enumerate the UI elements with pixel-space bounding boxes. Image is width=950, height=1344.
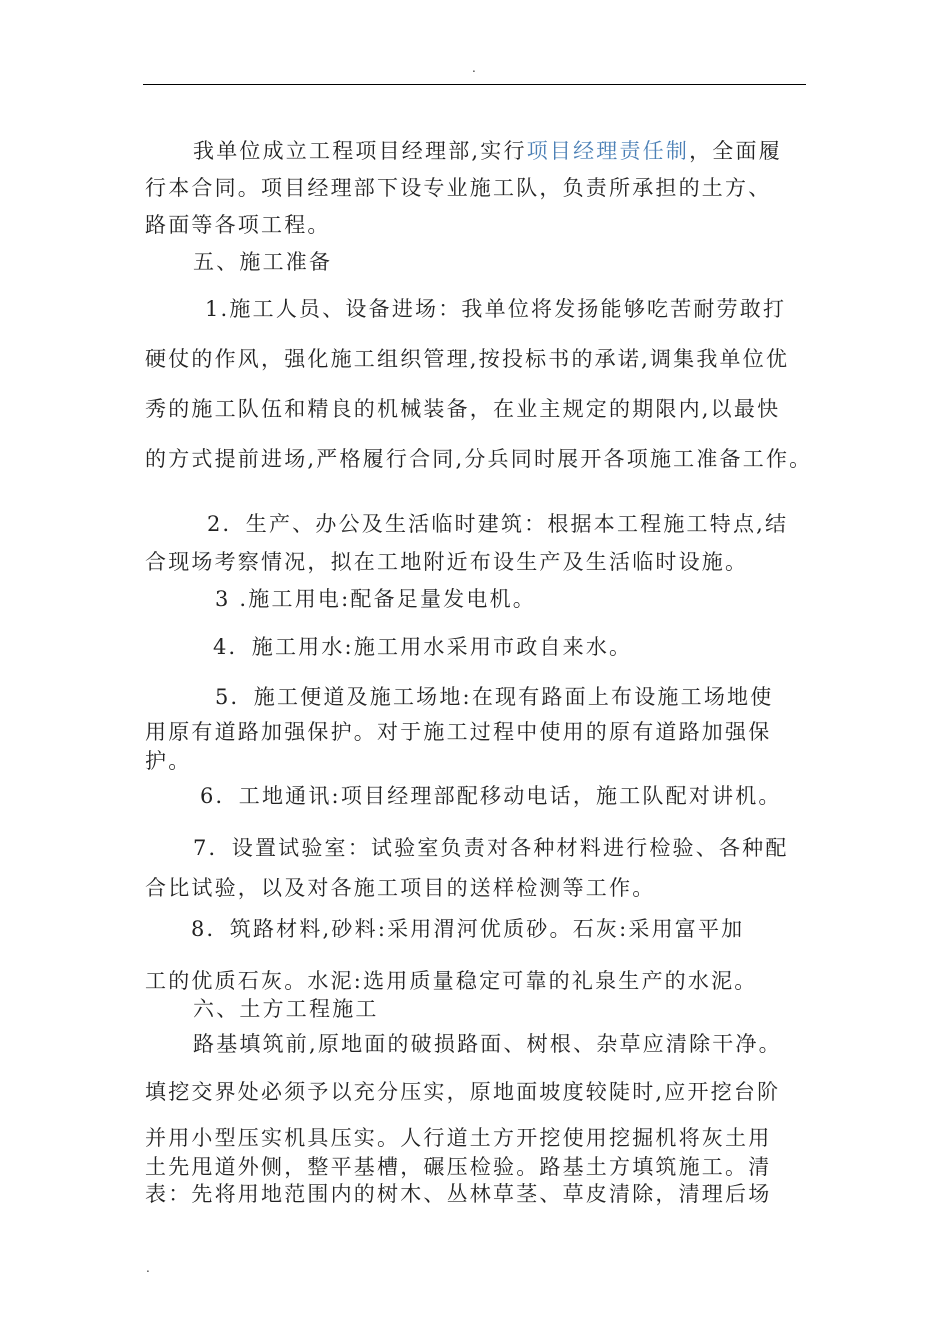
text-line: 路面等各项工程。 <box>145 213 331 237</box>
text-line: 5．施工便道及施工场地:在现有路面上布设施工场地使 <box>215 685 774 709</box>
text-line: 7．设置试验室：试验室负责对各种材料进行检验、各种配 <box>193 836 789 860</box>
paragraph-organization <box>145 133 810 244</box>
section-heading-5: 五、施工准备 <box>193 250 333 274</box>
paragraph-access-road <box>145 681 810 771</box>
text-line: 8．筑路材料,砂料:采用渭河优质砂。石灰:采用富平加 <box>191 917 745 941</box>
text-line: 表：先将用地范围内的树木、丛林草茎、草皮清除，清理后场 <box>145 1182 772 1206</box>
text-line: 的方式提前进场,严格履行合同,分兵同时展开各项施工准备工作。 <box>145 447 813 471</box>
paragraph-water: 4．施工用水:施工用水采用市政自来水。 <box>213 635 633 659</box>
text: ，全面履 <box>689 139 782 163</box>
text-line: 路基填筑前,原地面的破损路面、树根、杂草应清除干净。 <box>193 1032 782 1056</box>
section-heading-6: 六、土方工程施工 <box>193 997 379 1021</box>
text-line: 填挖交界处必须予以充分压实，原地面坡度较陡时,应开挖台阶 <box>145 1080 781 1104</box>
paragraph-materials <box>145 903 810 1007</box>
text: 我单位成立工程项目经理部,实行 <box>193 139 527 163</box>
paragraph-earthwork <box>145 1028 810 1208</box>
text-line: 合现场考察情况，拟在工地附近布设生产及生活临时设施。 <box>145 550 749 574</box>
paragraph-electricity: 3 .施工用电:配备足量发电机。 <box>215 587 536 611</box>
paragraph-personnel <box>145 284 813 484</box>
text-line: 工的优质石灰。水泥:选用质量稳定可靠的礼泉生产的水泥。 <box>145 969 758 993</box>
text-line: 并用小型压实机具压实。人行道土方开挖使用挖掘机将灰土用 <box>145 1126 772 1150</box>
text-line: 行本合同。项目经理部下设专业施工队，负责所承担的土方、 <box>145 176 772 200</box>
footer-dot: . <box>146 1261 150 1275</box>
text-line: 秀的施工队伍和精良的机械装备，在业主规定的期限内,以最快 <box>145 397 781 421</box>
header-dot: . <box>472 61 476 75</box>
text-line: 2．生产、办公及生活临时建筑：根据本工程施工特点,结 <box>207 512 789 536</box>
text-line: 用原有道路加强保护。对于施工过程中使用的原有道路加强保 <box>145 720 772 744</box>
text-line: 护。 <box>145 749 192 773</box>
text-line: 硬仗的作风，强化施工组织管理,按投标书的承诺,调集我单位优 <box>145 347 790 371</box>
text-line: 土先甩道外侧，整平基槽，碾压检验。路基土方填筑施工。清 <box>145 1155 772 1179</box>
text-line: 合比试验，以及对各施工项目的送样检测等工作。 <box>145 876 656 900</box>
paragraph-communication: 6．工地通讯:项目经理部配移动电话，施工队配对讲机。 <box>200 784 782 808</box>
paragraph-laboratory <box>145 828 810 908</box>
header-rule <box>143 84 806 85</box>
text-line: 1.施工人员、设备进场：我单位将发扬能够吃苦耐劳敢打 <box>205 297 787 321</box>
link-responsibility-system[interactable]: 项目经理责任制 <box>526 139 690 163</box>
paragraph-temp-buildings <box>145 505 810 581</box>
